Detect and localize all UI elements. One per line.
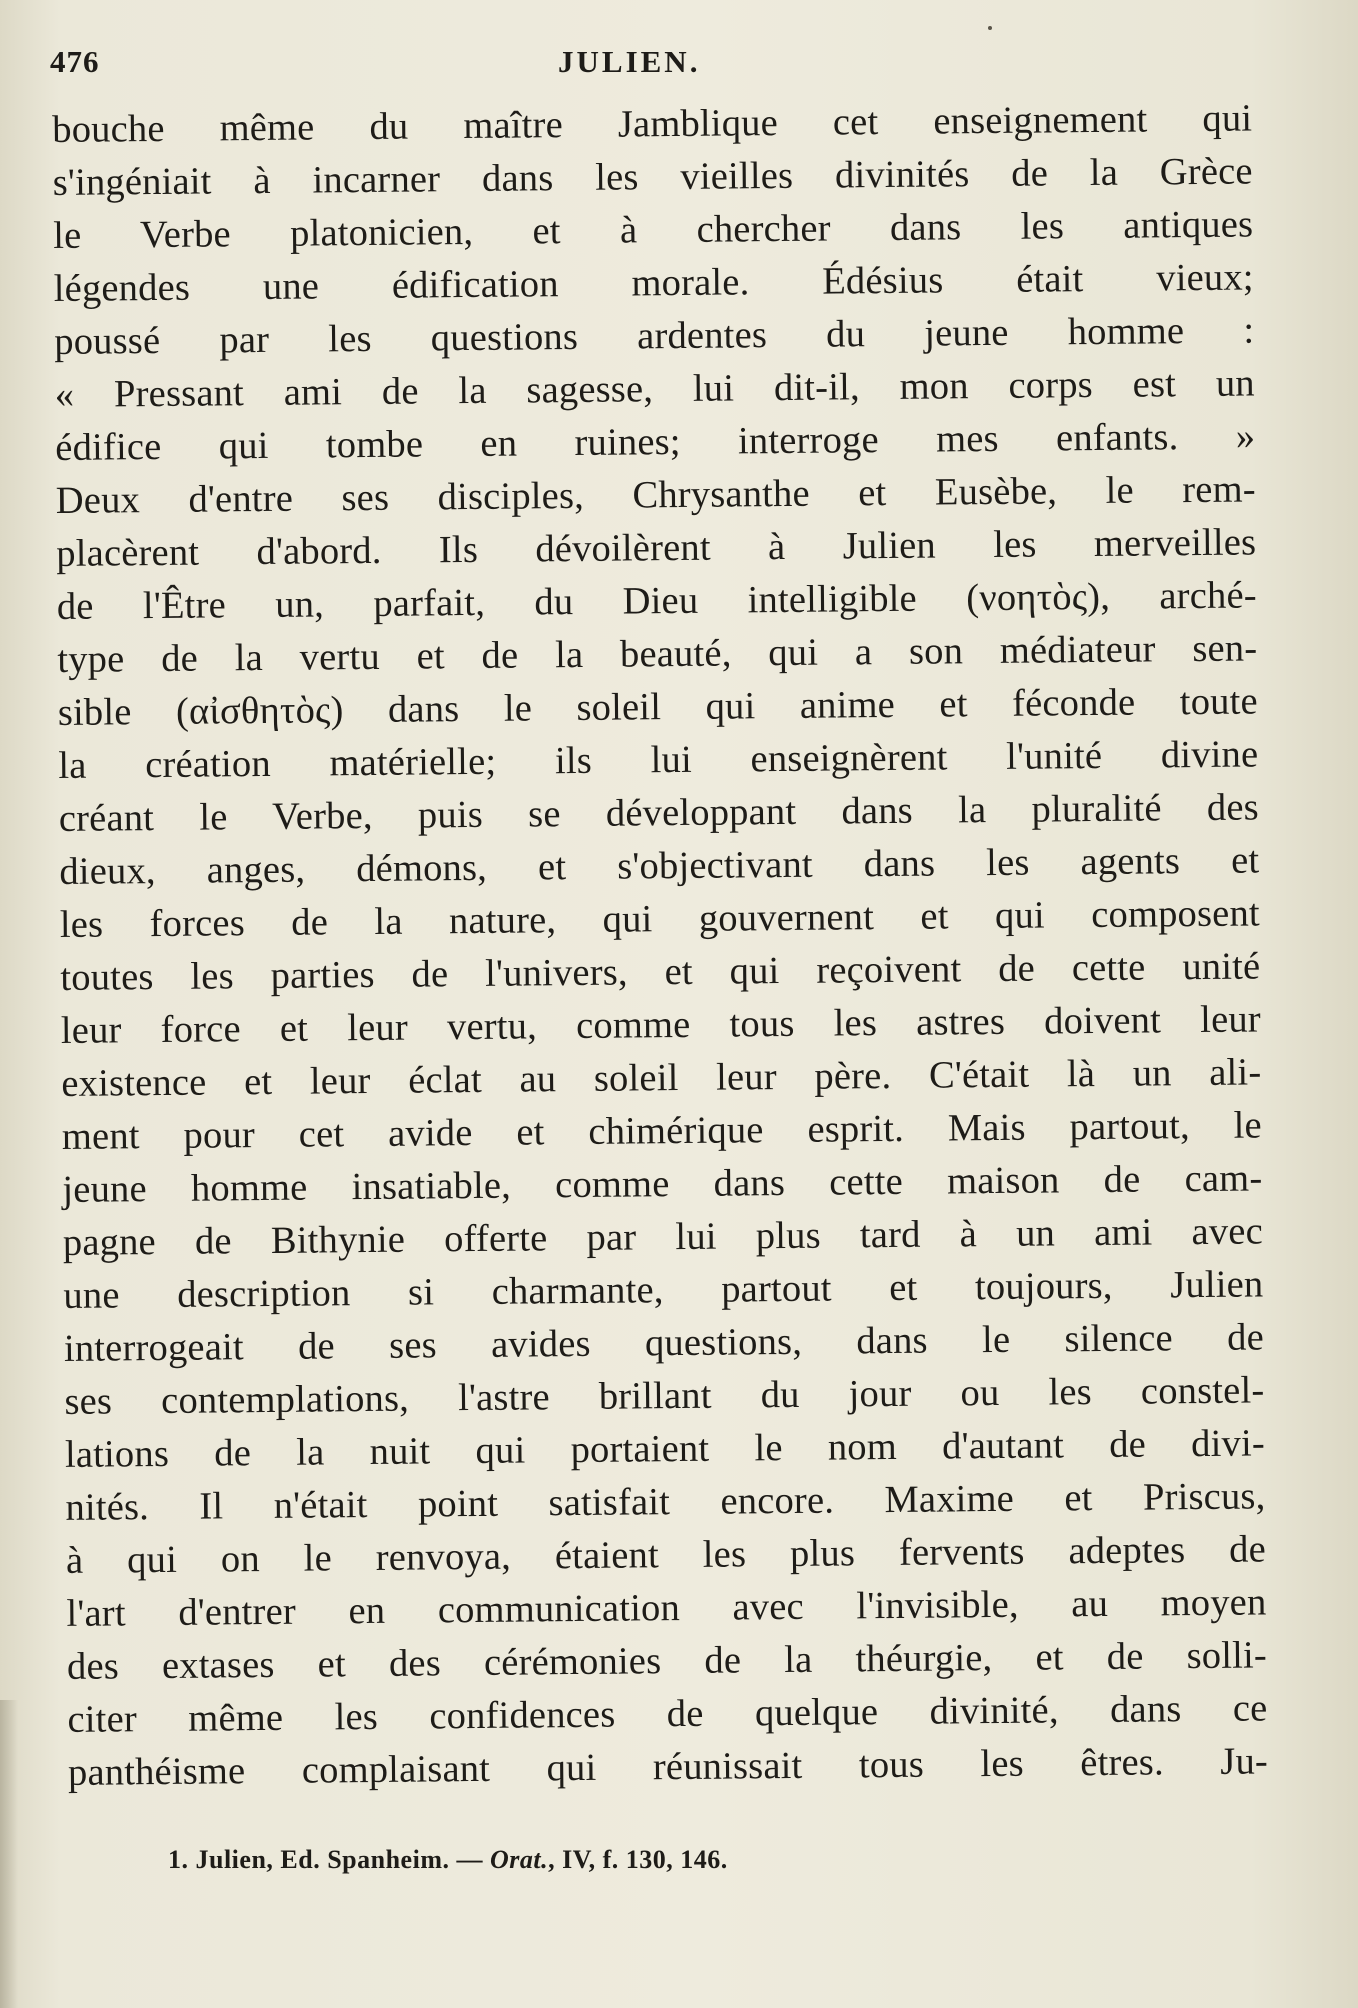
text-line: bouche même du maître Jamblique cet enseignement qui <box>52 97 1253 151</box>
text-line: pagne de Bithynie offerte par lui plus tard à un ami avec <box>62 1210 1264 1264</box>
text-line: Deux d'entre ses disciples, Chrysanthe et Eusèbe, le rem- <box>55 468 1256 522</box>
text-line: type de la vertu et de la beauté, qui a son médiateur sen- <box>57 627 1258 681</box>
text-line: citer même les confidences de quelque divinité, dans ce <box>67 1687 1268 1741</box>
text-line: à qui on le renvoya, étaient les plus fervents adeptes de <box>65 1528 1267 1582</box>
text-line: édifice qui tombe en ruines; interroge mes enfants. » <box>55 415 1256 469</box>
text-line: poussé par les questions ardentes du jeune homme : <box>54 309 1255 363</box>
text-line: existence et leur éclat au soleil leur père. C'était là un ali- <box>61 1051 1262 1105</box>
text-line: jeune homme insatiable, comme dans cette maison de cam- <box>62 1157 1263 1211</box>
page-header <box>50 44 1240 94</box>
text-line: l'art d'entrer en communication avec l'invisible, au moyen <box>66 1581 1267 1635</box>
text-line: légendes une édification morale. Édésius était vieux; <box>53 256 1254 310</box>
text-line: leur force et leur vertu, comme tous les astres doivent leur <box>60 998 1262 1052</box>
text-line: lations de la nuit qui portaient le nom d'autant de divi- <box>64 1422 1266 1476</box>
footnote <box>168 1845 728 1875</box>
body-text <box>52 92 1268 1799</box>
text-line: la création matérielle; ils lui enseignèrent l'unité divine <box>58 733 1259 787</box>
text-line: interrogeait de ses avides questions, dans le silence de <box>63 1316 1265 1370</box>
text-line: sible (αἰσθητὸς) dans le soleil qui anime et féconde toute <box>57 680 1258 734</box>
text-line: de l'Être un, parfait, du Dieu intelligible (νοητὸς), arché- <box>56 574 1257 628</box>
text-line: s'ingéniait à incarner dans les vieilles divinités de la Grèce <box>52 150 1253 204</box>
text-line: placèrent d'abord. Ils dévoilèrent à Julien les merveilles <box>56 521 1257 575</box>
text-line: une description si charmante, partout et toujours, Julien <box>63 1263 1264 1317</box>
text-line: panthéisme complaisant qui réunissait tous les êtres. Ju- <box>67 1740 1269 1794</box>
text-line: créant le Verbe, puis se développant dans la pluralité des <box>58 786 1260 840</box>
text-line: ment pour cet avide et chimérique esprit. Mais partout, le <box>61 1104 1263 1158</box>
footnote-reference: , IV, f. 130, 146. <box>548 1845 728 1874</box>
page-number: 476 <box>50 44 100 79</box>
text-line: les forces de la nature, qui gouvernent et qui composent <box>59 892 1261 946</box>
text-line: le Verbe platonicien, et à chercher dans les antiques <box>53 203 1254 257</box>
footnote-text: Julien, Ed. Spanheim. — <box>188 1845 490 1874</box>
running-head: JULIEN. <box>558 44 701 79</box>
text-line: toutes les parties de l'univers, et qui reçoivent de cette unité <box>60 945 1261 999</box>
text-line: « Pressant ami de la sagesse, lui dit-il, mon corps est un <box>54 362 1255 416</box>
text-line: dieux, anges, démons, et s'objectivant dans les agents et <box>59 839 1260 893</box>
page-edge-shadow <box>0 1700 18 2008</box>
ink-speck <box>988 26 992 30</box>
footnote-marker: 1. <box>168 1845 189 1874</box>
text-line: ses contemplations, l'astre brillant du jour ou les constel- <box>64 1369 1265 1423</box>
text-line: des extases et des cérémonies de la théurgie, et de solli- <box>66 1634 1268 1688</box>
text-line: nités. Il n'était point satisfait encore. Maxime et Priscus, <box>65 1475 1266 1529</box>
footnote-italic-abbrev: Orat. <box>489 1845 549 1874</box>
